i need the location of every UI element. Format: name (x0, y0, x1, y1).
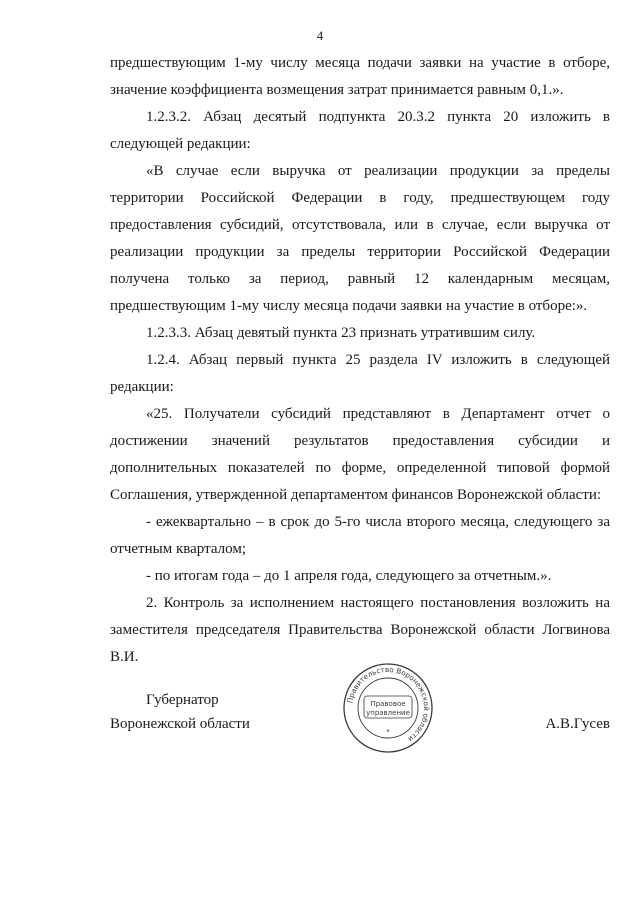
paragraph: предшествующим 1-му числу месяца подачи заявки на участие в отборе, значение коэффициента возмещения затрат принимается равным 0,1.». (110, 55, 610, 98)
stamp-ring-text: Правительство Воронежской области (345, 664, 432, 744)
stamp-center-line1: Правовое (370, 700, 406, 708)
paragraph: - ежеквартально – в срок до 5-го числа второго месяца, следующего за отчетным кварталом; (110, 514, 610, 557)
signatory-title (110, 688, 250, 736)
paragraph: 1.2.3.3. Абзац девятый пункта 23 признать утратившим силу. (146, 325, 536, 341)
paragraph: «25. Получатели субсидий представляют в Департамент отчет о достижении значений результатов предоставления субсидии и дополнительных показателей по форме, определенной типовой формой Соглашения, утвержденной департаментом финансов Воронежской области: (110, 406, 610, 503)
signatory-name: А.В.Гусев (545, 716, 610, 732)
paragraph: 1.2.4. Абзац первый пункта 25 раздела IV изложить в следующей редакции: (110, 352, 610, 395)
paragraph: - по итогам года – до 1 апреля года, следующего за отчетным.». (146, 568, 552, 584)
paragraph: 2. Контроль за исполнением настоящего постановления возложить на заместителя председателя Правительства Воронежской области Логвинова В.И. (110, 595, 610, 665)
stamp-star-icon: * (386, 728, 390, 736)
paragraph: 1.2.3.2. Абзац десятый подпункта 20.3.2 пункта 20 изложить в следующей редакции: (110, 109, 610, 152)
paragraph: «В случае если выручка от реализации продукции за пределы территории Российской Федерации в году, предшествующем году предоставления субсидий, отсутствовала, или в случае, если выручка от реализации продукции за пределы территории Российской Федерации получена только за период, равный 12 календарным месяцам, предшествующим 1-му числу месяца подачи заявки на участие в отборе:». (110, 163, 610, 314)
stamp-center-line2: управление (366, 709, 410, 717)
signatory-region: Воронежской области (110, 716, 250, 732)
page-number: 4 (316, 28, 324, 43)
document-body (110, 50, 610, 671)
official-stamp (342, 662, 434, 754)
signatory-position: Губернатор (146, 692, 219, 708)
